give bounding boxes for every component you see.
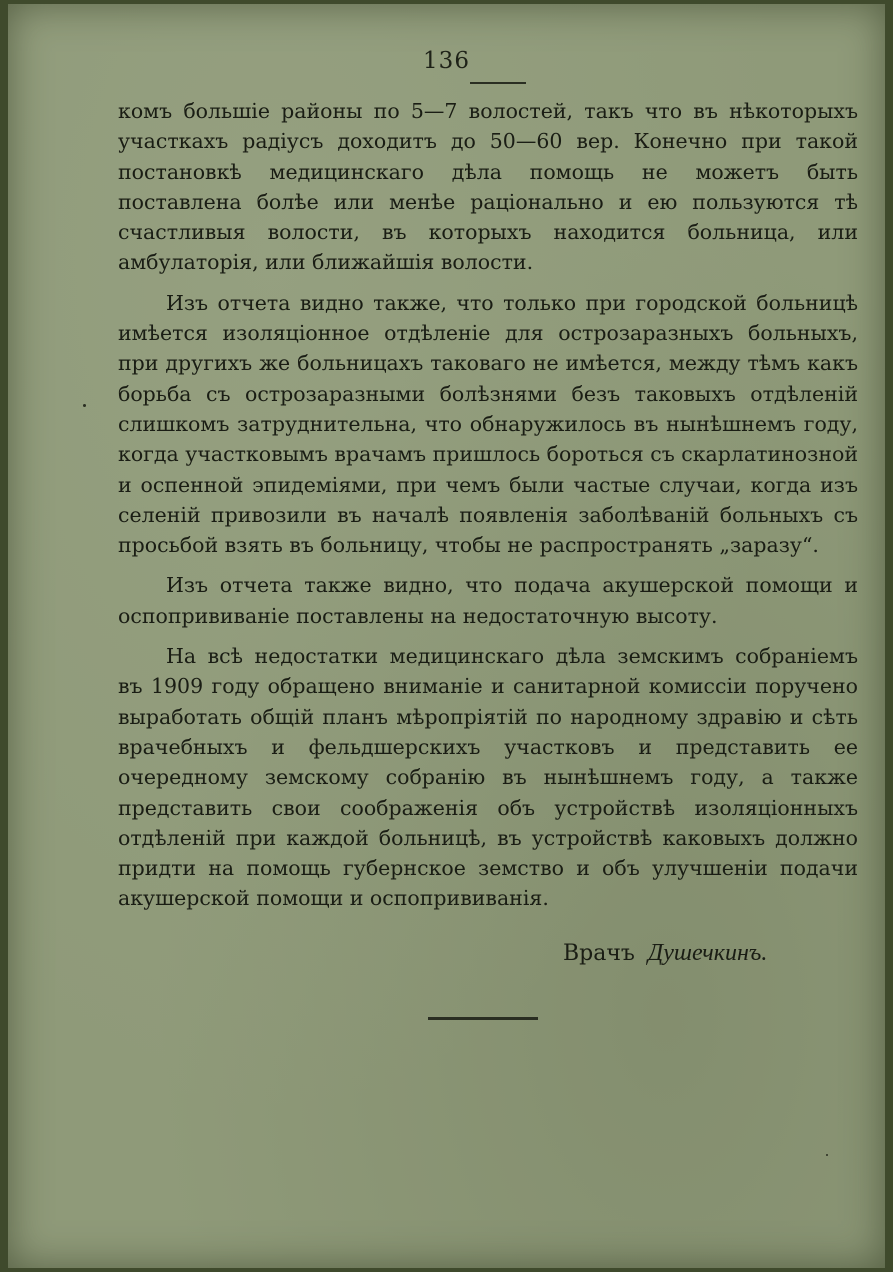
paragraph-3: Изъ отчета также видно, что подача акушерской помощи и оспопрививаніе поставлены на недостаточную высоту.	[118, 573, 858, 628]
paragraph-2: Изъ отчета видно также, что только при городской больницѣ имѣется изоляціонное отдѣленіе для острозаразныхъ больныхъ, при другихъ же больницахъ таковаго не имѣется, между тѣмъ какъ борьба съ острозаразными болѣзнями безъ таковыхъ отдѣленій слишкомъ затруднительна, что обнаружилось въ нынѣшнемъ году, когда участковымъ врачамъ пришлось бороться съ скарлатинозной и оспенной эпидеміями, при чемъ были частые случаи, когда изъ селеній привозили въ началѣ появленія заболѣваній больныхъ съ просьбой взять въ больницу, чтобы не распространять „заразу“.	[118, 290, 858, 558]
scanned-page	[8, 4, 885, 1268]
paragraph-1: комъ большіе районы по 5—7 волостей, такъ что въ нѣкоторыхъ участкахъ радіусъ доходитъ до 50—60 вер. Конечно при такой постановкѣ медицинскаго дѣла помощь не можетъ быть поставлена болѣе или менѣе раціонально и ею пользуются тѣ счастливыя волости, въ которыхъ находится больница, или амбулаторія, или ближайшія волости.	[118, 99, 858, 275]
paragraph-4: На всѣ недостатки медицинскаго дѣла земскимъ собраніемъ въ 1909 году обращено вниманіе и санитарной комиссіи поручено выработать общій планъ мѣропріятій по народному здравію и сѣть врачебныхъ и фельдшерскихъ участковъ и представить ее очередному земскому собранію въ нынѣшнемъ году, а также представить свои соображенія объ устройствѣ изоляціонныхъ отдѣленій при каждой больницѣ, въ устройствѣ каковыхъ должно придти на помощь губернское земство и объ улучшеніи подачи акушерской помощи и оспопрививанія.	[118, 644, 858, 911]
end-rule	[428, 1017, 538, 1020]
paper-speck	[826, 1154, 828, 1156]
page-number-rule	[470, 82, 526, 84]
signature-name: Душечкинъ.	[647, 940, 768, 966]
body-text	[118, 96, 858, 914]
signature-title: Врачъ	[563, 941, 635, 966]
signature	[563, 940, 767, 967]
page-number: 136	[423, 48, 470, 74]
paper-speck	[83, 404, 86, 407]
